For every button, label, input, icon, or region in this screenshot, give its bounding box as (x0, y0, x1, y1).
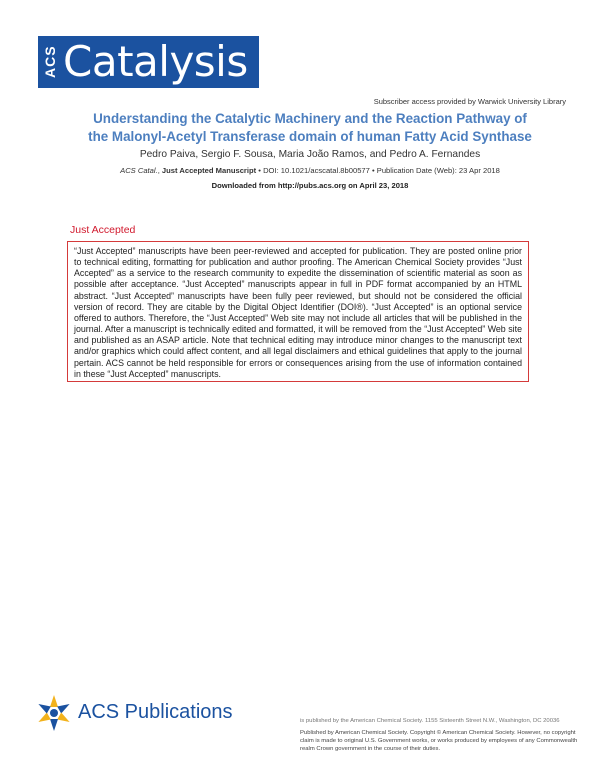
footer-address: is published by the American Chemical Society. 1155 Sixteenth Street N.W., Washington, DC 20036 (300, 718, 560, 724)
downloaded-note: Downloaded from http://pubs.acs.org on April 23, 2018 (211, 181, 409, 190)
just-accepted-heading: Just Accepted (70, 224, 136, 236)
journal-masthead (38, 36, 259, 88)
article-citation: ACS Catal., Just Accepted Manuscript • DOI: 10.1021/acscatal.8b00577 • Publication Date (Web): 23 Apr 2018 (120, 166, 500, 175)
citation-doi-date[interactable]: • DOI: 10.1021/acscatal.8b00577 • Publication Date (Web): 23 Apr 2018 (258, 166, 500, 175)
acs-flame-logo-icon (34, 693, 74, 733)
article-authors: Pedro Paiva, Sergio F. Sousa, Maria João Ramos, and Pedro A. Fernandes (139, 149, 481, 160)
subscriber-note: Subscriber access provided by Warwick University Library (373, 97, 566, 106)
just-accepted-notice-text: “Just Accepted” manuscripts have been peer-reviewed and accepted for publication. They are posted online prior to technical editing, formatting for publication and author proofing. The American Chemical Society provides “Just Accepted” as a service to the research community to expedite the dissemination of scientific material as soon as possible after acceptance. “Just Accepted” manuscripts appear in full in PDF format accompanied by an HTML abstract. “Just Accepted” manuscripts have been fully peer reviewed, but should not be considered the official version of record. They are citable by the Digital Object Identifier (DOI®). “Just Accepted” is an optional service offered to authors. Therefore, the “Just Accepted” Web site may not include all articles that will be published in the journal. After a manuscript is technically edited and formatted, it will be removed from the “Just Accepted” Web site and published as an ASAP article. Note that technical editing may introduce minor changes to the manuscript text and/or graphics which could affect content, and all legal disclaimers and ethical guidelines that apply to the journal pertain. ACS cannot be held responsible for errors or consequences arising from the use of information contained in these “Just Accepted” manuscripts. (74, 246, 522, 379)
footer-copyright: Published by American Chemical Society. Copyright © American Chemical Society. However, no copyright claim is made to original U.S. Government works, or works produced by employees of any Commonwealth realm Crown government in the course of their duties. (300, 730, 578, 752)
masthead-acs-text: ACS (42, 45, 58, 79)
just-accepted-notice-box (67, 241, 529, 382)
citation-journal: ACS Catal. (120, 166, 158, 175)
masthead-journal-name: Catalysis (63, 37, 248, 86)
publisher-footer (300, 717, 580, 753)
citation-manuscript-status: Just Accepted Manuscript (161, 166, 257, 175)
article-title-line-1: Understanding the Catalytic Machinery and the Reaction Pathway of (93, 111, 527, 126)
article-title-line-2: the Malonyl-Acetyl Transferase domain of human Fatty Acid Synthase (88, 129, 532, 144)
publisher-name: ACS Publications (78, 701, 233, 723)
article-title (40, 110, 580, 146)
